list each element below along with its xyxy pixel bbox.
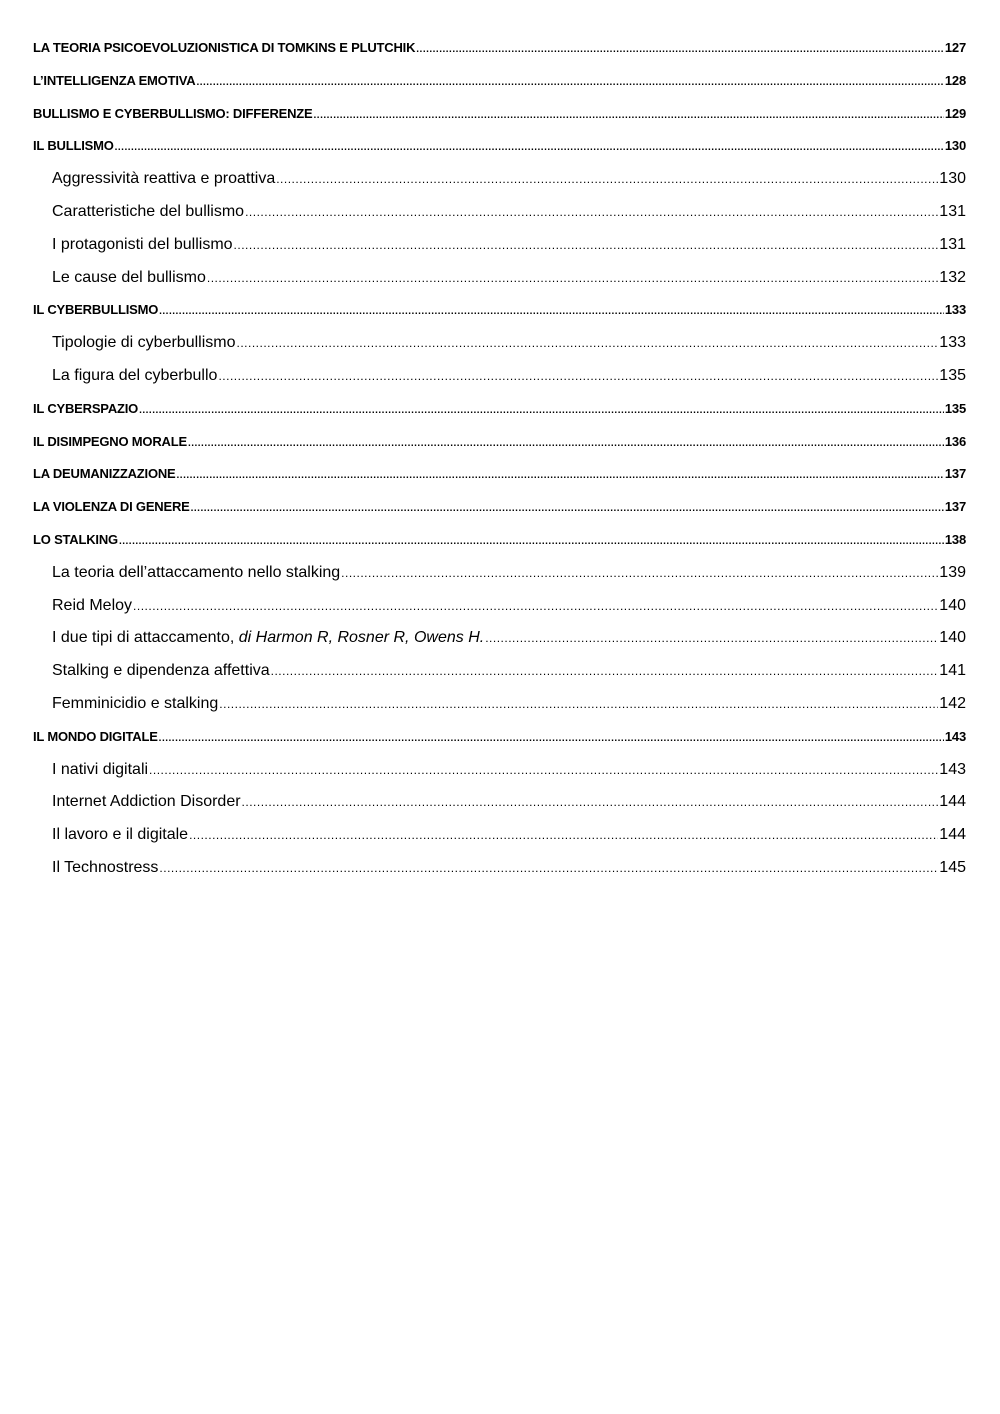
toc-subentry[interactable] xyxy=(33,196,966,229)
dot-leader xyxy=(485,622,938,655)
dot-leader xyxy=(159,723,944,756)
toc-entry-title: Aggressività reattiva e proattiva xyxy=(52,170,276,188)
toc-entry[interactable] xyxy=(33,721,966,754)
dot-leader xyxy=(119,526,944,559)
toc-subentry[interactable] xyxy=(33,360,966,393)
toc-entry-page: 144 xyxy=(939,826,966,844)
dot-leader xyxy=(133,590,938,623)
toc-entry-page: 131 xyxy=(939,202,966,220)
dot-leader xyxy=(234,229,939,262)
dot-leader xyxy=(218,360,938,393)
toc-entry-title: BULLISMO E CYBERBULLISMO: DIFFERENZE xyxy=(33,105,313,121)
toc-entry-title: Caratteristiche del bullismo xyxy=(52,202,245,220)
toc-subentry[interactable] xyxy=(33,688,966,721)
dot-leader xyxy=(207,262,938,295)
toc-entry[interactable] xyxy=(33,130,966,163)
toc-entry-page: 130 xyxy=(939,170,966,188)
toc-subentry[interactable] xyxy=(33,163,966,196)
dot-leader xyxy=(276,163,938,196)
toc-entry-title: Stalking e dipendenza affettiva xyxy=(52,662,270,680)
toc-subentry[interactable] xyxy=(33,655,966,688)
table-of-contents xyxy=(33,32,966,885)
toc-entry-page: 133 xyxy=(939,334,966,352)
toc-entry-title: IL MONDO DIGITALE xyxy=(33,728,158,744)
toc-subentry[interactable] xyxy=(33,557,966,590)
toc-entry[interactable] xyxy=(33,524,966,557)
toc-subentry[interactable] xyxy=(33,327,966,360)
toc-entry-title-italic: di Harmon R, Rosner R, Owens H. xyxy=(238,629,485,647)
toc-subentry[interactable] xyxy=(33,229,966,262)
toc-entry[interactable] xyxy=(33,65,966,98)
toc-entry-page: 143 xyxy=(944,728,966,744)
toc-entry-page: 139 xyxy=(939,563,966,581)
toc-entry-page: 137 xyxy=(944,499,966,515)
dot-leader xyxy=(314,100,944,133)
toc-entry[interactable] xyxy=(33,32,966,65)
toc-entry[interactable] xyxy=(33,98,966,131)
toc-entry-page: 144 xyxy=(939,793,966,811)
toc-entry-title: Tipologie di cyberbullismo xyxy=(52,334,236,352)
toc-entry[interactable] xyxy=(33,458,966,491)
toc-entry-title-plain: I due tipi di attaccamento, xyxy=(52,629,239,647)
toc-entry-title: LA TEORIA PSICOEVOLUZIONISTICA DI TOMKINS E PLUTCHIK xyxy=(33,40,416,55)
toc-subentry[interactable] xyxy=(33,622,966,655)
toc-entry-page: 135 xyxy=(939,366,966,384)
dot-leader xyxy=(196,67,943,100)
toc-entry-page: 141 xyxy=(939,662,966,680)
toc-entry-title: La figura del cyberbullo xyxy=(52,366,218,384)
toc-entry-page: 127 xyxy=(944,40,966,55)
toc-entry[interactable] xyxy=(33,491,966,524)
toc-entry-title: I protagonisti del bullismo xyxy=(52,235,233,253)
dot-leader xyxy=(189,819,938,852)
dot-leader xyxy=(245,196,938,229)
toc-entry-title: LA VIOLENZA DI GENERE xyxy=(33,499,190,515)
toc-entry-page: 140 xyxy=(939,629,966,647)
toc-entry-page: 135 xyxy=(944,400,966,416)
toc-entry-page: 137 xyxy=(944,466,966,482)
toc-entry-title: Femminicidio e stalking xyxy=(52,694,219,712)
dot-leader xyxy=(139,395,944,428)
toc-entry-page: 136 xyxy=(944,433,966,449)
toc-subentry[interactable] xyxy=(33,786,966,819)
dot-leader xyxy=(242,786,939,819)
toc-entry-title: Reid Meloy xyxy=(52,596,133,614)
toc-entry[interactable] xyxy=(33,393,966,426)
toc-entry-title xyxy=(52,622,484,655)
toc-entry-title: La teoria dell’attaccamento nello stalking xyxy=(52,563,341,581)
toc-entry[interactable] xyxy=(33,426,966,459)
toc-entry-page: 130 xyxy=(944,138,966,154)
toc-entry-page: 132 xyxy=(939,268,966,286)
toc-entry-page: 140 xyxy=(939,596,966,614)
toc-subentry[interactable] xyxy=(33,262,966,295)
dot-leader xyxy=(219,688,938,721)
toc-entry-title: IL CYBERBULLISMO xyxy=(33,302,159,318)
toc-entry-title: Internet Addiction Disorder xyxy=(52,793,241,811)
dot-leader xyxy=(271,655,939,688)
toc-entry-page: 142 xyxy=(939,694,966,712)
toc-entry-title: IL BULLISMO xyxy=(33,138,114,154)
dot-leader xyxy=(237,327,939,360)
toc-entry-page: 133 xyxy=(944,302,966,318)
toc-entry-page: 145 xyxy=(939,858,966,876)
toc-subentry[interactable] xyxy=(33,852,966,885)
toc-subentry[interactable] xyxy=(33,754,966,787)
toc-entry-title: Le cause del bullismo xyxy=(52,268,206,286)
toc-entry-page: 138 xyxy=(944,531,966,547)
toc-entry-title: IL DISIMPEGNO MORALE xyxy=(33,433,187,449)
dot-leader xyxy=(159,296,944,329)
toc-subentry[interactable] xyxy=(33,819,966,852)
dot-leader xyxy=(188,428,944,461)
toc-entry-title: L’INTELLIGENZA EMOTIVA xyxy=(33,72,196,88)
toc-entry[interactable] xyxy=(33,294,966,327)
toc-entry-title: LA DEUMANIZZAZIONE xyxy=(33,466,176,482)
toc-entry-page: 131 xyxy=(939,235,966,253)
toc-entry-title: Il lavoro e il digitale xyxy=(52,826,189,844)
toc-entry-title: Il Technostress xyxy=(52,858,159,876)
dot-leader xyxy=(177,460,944,493)
toc-entry-page: 143 xyxy=(939,760,966,778)
toc-entry-title: I nativi digitali xyxy=(52,760,149,778)
dot-leader xyxy=(159,852,938,885)
toc-entry-page: 128 xyxy=(944,72,966,88)
toc-entry-page: 129 xyxy=(944,105,966,121)
dot-leader xyxy=(115,132,944,165)
toc-entry-title: LO STALKING xyxy=(33,531,118,547)
toc-subentry[interactable] xyxy=(33,590,966,623)
toc-entry-title: IL CYBERSPAZIO xyxy=(33,400,139,416)
dot-leader xyxy=(341,557,938,590)
dot-leader xyxy=(149,754,938,787)
dot-leader xyxy=(191,493,944,526)
dot-leader xyxy=(416,34,944,67)
